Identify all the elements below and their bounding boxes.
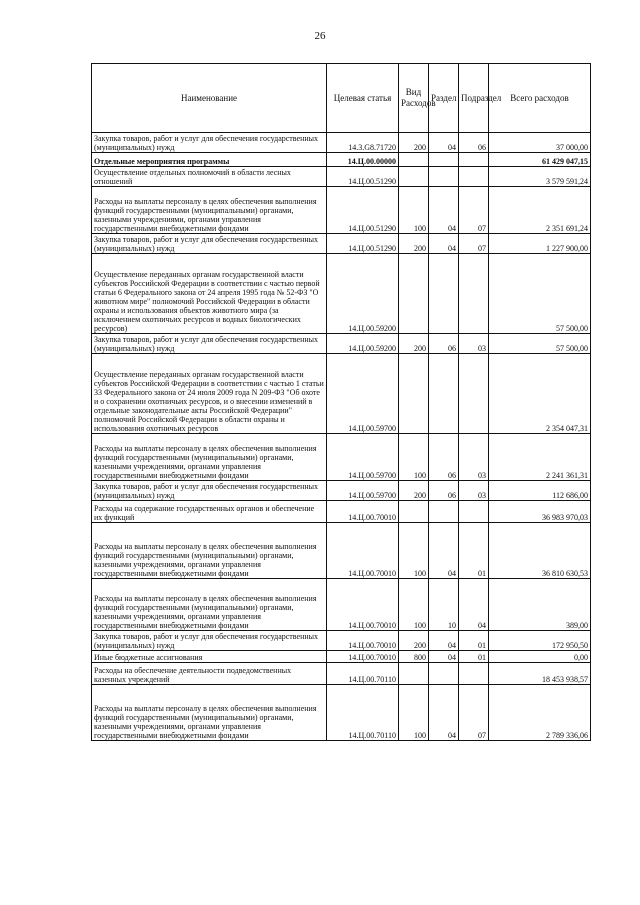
cell-section: 04 [429,685,459,741]
table-row [92,685,591,741]
cell-code: 14.Ц.00.51290 [327,167,399,187]
cell-code: 14.Ц.00.59200 [327,334,399,354]
table-row [92,187,591,234]
cell-total: 57 500,00 [489,334,591,354]
cell-name: Осуществление отдельных полномочий в области лесных отношений [92,167,327,187]
cell-type: 800 [399,651,429,663]
table-row [92,481,591,501]
cell-type: 100 [399,187,429,234]
cell-total: 389,00 [489,579,591,631]
cell-code: 14.Ц.00.70010 [327,501,399,523]
table-row [92,153,591,167]
cell-subsection: 03 [459,481,489,501]
cell-section: 06 [429,434,459,481]
header-section: Раздел [429,64,459,133]
header-subsection: Подраздел [459,64,489,133]
cell-name: Закупка товаров, работ и услуг для обеспечения государственных (муниципальных) нужд [92,631,327,651]
table-row [92,254,591,334]
table-row [92,579,591,631]
cell-section: 06 [429,481,459,501]
cell-subsection: 01 [459,631,489,651]
cell-type: 100 [399,685,429,741]
cell-type: 200 [399,133,429,153]
table-row [92,523,591,579]
cell-section [429,167,459,187]
cell-subsection [459,501,489,523]
cell-type: 100 [399,434,429,481]
cell-name: Отдельные мероприятия программы [92,153,327,167]
cell-subsection: 07 [459,685,489,741]
cell-type: 100 [399,523,429,579]
table-row [92,501,591,523]
cell-name: Осуществление переданных органам государственной власти субъектов Российской Федерации в соответствии с частью 1 статьи 33 Федерального закона от 24 июля 2009 года N 209-ФЗ "Об охоте и о сохранении охотничьих ресурсов, и о внесении изменений в отдельные законодательные акты Российской Федерации" полномочий Российской Федерации в области охраны и использования охотничьих ресурсов [92,354,327,434]
cell-name: Закупка товаров, работ и услуг для обеспечения государственных (муниципальных) нужд [92,234,327,254]
cell-subsection: 07 [459,234,489,254]
cell-subsection: 07 [459,187,489,234]
cell-total: 112 686,00 [489,481,591,501]
cell-subsection: 01 [459,523,489,579]
cell-type [399,153,429,167]
cell-section: 04 [429,523,459,579]
table-row [92,651,591,663]
cell-name: Расходы на выплаты персоналу в целях обеспечения выполнения функций государственными (муниципальными) органами, казенными учреждениями, органами управления государственными внебюджетными фондами [92,579,327,631]
table-row [92,663,591,685]
header-name: Наименование [92,64,327,133]
cell-total: 18 453 938,57 [489,663,591,685]
cell-code: 14.Ц.00.59200 [327,254,399,334]
cell-total: 2 351 691,24 [489,187,591,234]
cell-type: 200 [399,234,429,254]
cell-subsection: 03 [459,334,489,354]
cell-section: 06 [429,334,459,354]
cell-total: 1 227 900,00 [489,234,591,254]
table-body [92,133,591,741]
cell-total: 2 241 361,31 [489,434,591,481]
cell-total: 0,00 [489,651,591,663]
cell-code: 14.3.G8.71720 [327,133,399,153]
cell-total: 37 000,00 [489,133,591,153]
table-row [92,354,591,434]
table-row [92,167,591,187]
cell-section [429,254,459,334]
cell-name: Иные бюджетные ассигнования [92,651,327,663]
table-row [92,631,591,651]
cell-subsection [459,254,489,334]
cell-type [399,501,429,523]
cell-total: 36 983 970,03 [489,501,591,523]
header-code: Целевая статья [327,64,399,133]
cell-subsection [459,167,489,187]
cell-code: 14.Ц.00.00000 [327,153,399,167]
cell-section [429,354,459,434]
page-number: 26 [314,30,326,42]
cell-section: 04 [429,651,459,663]
cell-code: 14.Ц.00.59700 [327,481,399,501]
budget-table [91,63,591,741]
cell-total: 36 810 630,53 [489,523,591,579]
cell-total: 57 500,00 [489,254,591,334]
cell-section: 04 [429,133,459,153]
header-total: Всего расходов [489,64,591,133]
cell-name: Закупка товаров, работ и услуг для обеспечения государственных (муниципальных) нужд [92,334,327,354]
cell-name: Расходы на выплаты персоналу в целях обеспечения выполнения функций государственными (муниципальными) органами, казенными учреждениями, органами управления государственными внебюджетными фондами [92,187,327,234]
cell-section [429,153,459,167]
cell-subsection: 04 [459,579,489,631]
cell-name: Осуществление переданных органам государственной власти субъектов Российской Федерации в соответствии с частью первой статьи 6 Федерального закона от 24 апреля 1995 года № 52-ФЗ "О животном мире" полномочий Российской Федерации в области охраны и использования объектов животного мира (за исключением охотничьих ресурсов и водных биологических ресурсов) [92,254,327,334]
cell-code: 14.Ц.00.70110 [327,663,399,685]
cell-code: 14.Ц.00.59700 [327,434,399,481]
cell-subsection [459,663,489,685]
cell-code: 14.Ц.00.51290 [327,234,399,254]
cell-subsection: 03 [459,434,489,481]
cell-code: 14.Ц.00.70010 [327,631,399,651]
cell-type: 200 [399,631,429,651]
table-header-row [92,64,591,133]
table-row [92,133,591,153]
cell-type [399,167,429,187]
cell-code: 14.Ц.00.51290 [327,187,399,234]
cell-total: 61 429 047,15 [489,153,591,167]
cell-type: 100 [399,579,429,631]
cell-name: Расходы на содержание государственных органов и обеспечение их функций [92,501,327,523]
cell-section [429,663,459,685]
cell-code: 14.Ц.00.70010 [327,523,399,579]
cell-code: 14.Ц.00.70110 [327,685,399,741]
cell-subsection [459,153,489,167]
cell-subsection [459,354,489,434]
cell-name: Расходы на выплаты персоналу в целях обеспечения выполнения функций государственными (муниципальными) органами, казенными учреждениями, органами управления государственными внебюджетными фондами [92,434,327,481]
cell-name: Закупка товаров, работ и услуг для обеспечения государственных (муниципальных) нужд [92,133,327,153]
cell-code: 14.Ц.00.70010 [327,579,399,631]
header-type: Вид Расходов [399,64,429,133]
cell-section [429,501,459,523]
table-row [92,234,591,254]
cell-code: 14.Ц.00.70010 [327,651,399,663]
table-row [92,434,591,481]
cell-total: 3 579 591,24 [489,167,591,187]
cell-type [399,254,429,334]
cell-code: 14.Ц.00.59700 [327,354,399,434]
cell-subsection: 01 [459,651,489,663]
cell-type [399,354,429,434]
cell-section: 04 [429,631,459,651]
cell-name: Закупка товаров, работ и услуг для обеспечения государственных (муниципальных) нужд [92,481,327,501]
cell-name: Расходы на обеспечение деятельности подведомственных казенных учреждений [92,663,327,685]
cell-section: 04 [429,234,459,254]
cell-name: Расходы на выплаты персоналу в целях обеспечения выполнения функций государственными (муниципальными) органами, казенными учреждениями, органами управления государственными внебюджетными фондами [92,685,327,741]
cell-total: 172 950,50 [489,631,591,651]
cell-type: 200 [399,481,429,501]
cell-total: 2 354 047,31 [489,354,591,434]
table-row [92,334,591,354]
cell-name: Расходы на выплаты персоналу в целях обеспечения выполнения функций государственными (муниципальными) органами, казенными учреждениями, органами управления государственными внебюджетными фондами [92,523,327,579]
cell-type [399,663,429,685]
cell-type: 200 [399,334,429,354]
cell-subsection: 06 [459,133,489,153]
cell-total: 2 789 336,06 [489,685,591,741]
cell-section: 04 [429,187,459,234]
cell-section: 10 [429,579,459,631]
